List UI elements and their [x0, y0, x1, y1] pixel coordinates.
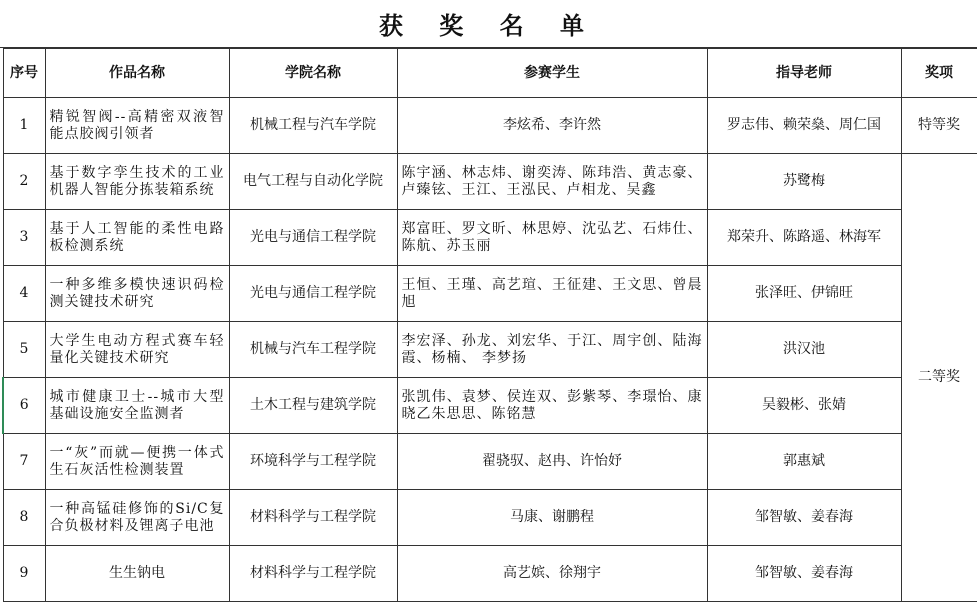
- cell-students: 高艺嫔、徐翔宇: [397, 546, 707, 602]
- table-row: [3, 322, 977, 378]
- header-college: 学院名称: [229, 49, 397, 98]
- cell-seq: 1: [3, 98, 45, 154]
- cell-students: 李炫希、李许然: [397, 98, 707, 154]
- cell-college: 材料科学与工程学院: [229, 490, 397, 546]
- cell-advisors: 邹智敏、姜春海: [707, 490, 901, 546]
- table-row: [3, 434, 977, 490]
- table-row: [3, 490, 977, 546]
- cell-advisors: 罗志伟、赖荣燊、周仁国: [707, 98, 901, 154]
- header-students: 参赛学生: [397, 49, 707, 98]
- cell-college: 土木工程与建筑学院: [229, 378, 397, 434]
- cell-work: 城市健康卫士--城市大型基础设施安全监测者: [45, 378, 229, 434]
- cell-students: 马康、谢鹏程: [397, 490, 707, 546]
- award-table: [2, 48, 977, 602]
- cell-award: 特等奖: [901, 98, 977, 154]
- cell-work: 一种高锰硅修饰的Si/C复合负极材料及锂离子电池: [45, 490, 229, 546]
- header-award: 奖项: [901, 49, 977, 98]
- cell-advisors: 郑荣升、陈路遥、林海军: [707, 210, 901, 266]
- cell-seq: 2: [3, 154, 45, 210]
- table-row: [3, 210, 977, 266]
- cell-college: 环境科学与工程学院: [229, 434, 397, 490]
- cell-students: 王恒、王瑾、高艺瑄、王征建、王文思、曾晨旭: [397, 266, 707, 322]
- cell-seq: 3: [3, 210, 45, 266]
- cell-advisors: 苏鹭梅: [707, 154, 901, 210]
- header-work: 作品名称: [45, 49, 229, 98]
- cell-work: 基于数字孪生技术的工业机器人智能分拣装箱系统: [45, 154, 229, 210]
- cell-students: 陈宇涵、林志炜、谢奕涛、陈玮浩、黄志豪、卢臻铉、王江、王泓民、卢相龙、吴鑫: [397, 154, 707, 210]
- cell-advisors: 郭惠斌: [707, 434, 901, 490]
- cell-students: 翟骁驭、赵冉、许怡妤: [397, 434, 707, 490]
- table-row: [3, 154, 977, 210]
- cell-advisors: 洪汉池: [707, 322, 901, 378]
- cell-students: 郑富旺、罗文昕、林思婷、沈弘艺、石炜仕、陈航、苏玉丽: [397, 210, 707, 266]
- cell-award: 二等奖: [901, 154, 977, 602]
- cell-work: 一种多维多模快速识码检测关键技术研究: [45, 266, 229, 322]
- table-row: [3, 98, 977, 154]
- cell-advisors: 张泽旺、伊锦旺: [707, 266, 901, 322]
- cell-college: 光电与通信工程学院: [229, 210, 397, 266]
- cell-students: 李宏泽、孙龙、刘宏华、于江、周宇创、陆海霞、杨楠、 李梦扬: [397, 322, 707, 378]
- cell-seq: 8: [3, 490, 45, 546]
- cell-advisors: 吴毅彬、张婧: [707, 378, 901, 434]
- page-title: 获 奖 名 单: [0, 0, 977, 48]
- cell-seq: 6: [3, 378, 45, 434]
- cell-work: 基于人工智能的柔性电路板检测系统: [45, 210, 229, 266]
- cell-students: 张凯伟、袁梦、侯连双、彭紫琴、李璟怡、康晓乙朱思思、陈铭慧: [397, 378, 707, 434]
- cell-work: 生生钠电: [45, 546, 229, 602]
- cell-work: 大学生电动方程式赛车轻量化关键技术研究: [45, 322, 229, 378]
- cell-seq: 9: [3, 546, 45, 602]
- table-row: [3, 546, 977, 602]
- cell-college: 电气工程与自动化学院: [229, 154, 397, 210]
- cell-seq: 5: [3, 322, 45, 378]
- cell-advisors: 邹智敏、姜春海: [707, 546, 901, 602]
- cell-seq: 4: [3, 266, 45, 322]
- cell-college: 机械工程与汽车学院: [229, 98, 397, 154]
- cell-college: 机械与汽车工程学院: [229, 322, 397, 378]
- cell-college: 材料科学与工程学院: [229, 546, 397, 602]
- table-row: [3, 266, 977, 322]
- table-row: [3, 378, 977, 434]
- cell-seq: 7: [3, 434, 45, 490]
- header-row: [3, 49, 977, 98]
- header-advisors: 指导老师: [707, 49, 901, 98]
- cell-work: 精锐智阀--高精密双液智能点胶阀引领者: [45, 98, 229, 154]
- header-seq: 序号: [3, 49, 45, 98]
- cell-work: 一“灰”而就—便携一体式生石灰活性检测装置: [45, 434, 229, 490]
- cell-college: 光电与通信工程学院: [229, 266, 397, 322]
